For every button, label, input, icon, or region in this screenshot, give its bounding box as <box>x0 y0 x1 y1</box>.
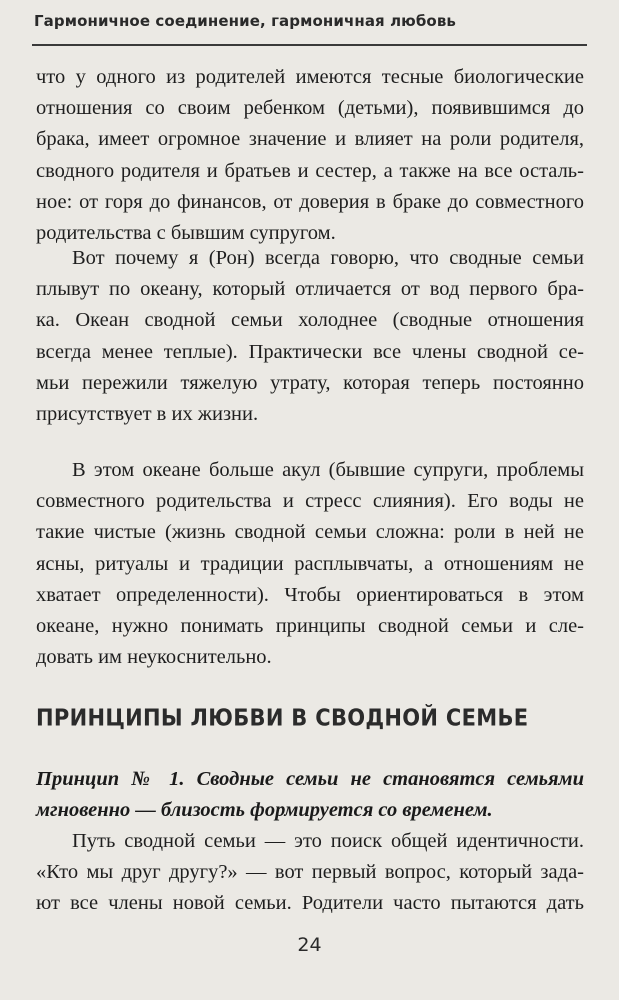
text-line: Вот почему я (Рон) всегда говорю, что сводные семьи <box>72 247 584 269</box>
paragraph-2 <box>36 243 584 430</box>
text-line: «Кто мы друг другу?» — вот первый вопрос, который зада- <box>36 861 584 884</box>
paragraph-3 <box>36 455 584 673</box>
text-line: брака, имеет огромное значение и влияет на роли родителя, <box>36 128 584 151</box>
text-line: ка. Океан сводной семьи холоднее (сводные отношения <box>36 309 584 332</box>
text-line: родительства с бывшим супругом. <box>36 222 336 245</box>
text-line: Принцип № 1. Сводные семьи не становятся семьями <box>36 768 584 790</box>
text-line: океане, нужно понимать принципы сводной семьи и сле- <box>36 615 584 638</box>
header-rule <box>32 44 587 46</box>
text-line: мьи пережили тяжелую утрату, которая теперь постоянно <box>36 371 584 394</box>
principle-statement <box>36 764 584 826</box>
text-line: мгновенно — близость формируется со временем. <box>36 799 493 822</box>
running-header: Гармоничное соединение, гармоничная любовь <box>34 12 457 30</box>
text-line: Путь сводной семьи — это поиск общей идентичности. <box>72 830 584 852</box>
page-number: 24 <box>297 934 322 956</box>
section-heading: ПРИНЦИПЫ ЛЮБВИ В СВОДНОЙ СЕМЬЕ <box>36 704 529 731</box>
text-line: сводного родителя и братьев и сестер, а также на все осталь- <box>36 159 584 182</box>
text-line: совместного родительства и стресс слияния). Его воды не <box>36 490 584 513</box>
text-line: ное: от горя до финансов, от доверия в браке до совместного <box>36 190 584 213</box>
text-line: хватает определенности). Чтобы ориентироваться в этом <box>36 583 584 606</box>
text-line: такие чистые (жизнь сводной семьи сложна: роли в ней не <box>36 521 584 544</box>
text-line: В этом океане больше акул (бывшие супруги, проблемы <box>72 459 584 481</box>
text-line: присутствует в их жизни. <box>36 403 259 426</box>
text-line: плывут по океану, который отличается от вод первого бра- <box>36 278 584 301</box>
paragraph-1 <box>36 62 584 249</box>
text-line: ют все члены новой семьи. Родители часто пытаются дать <box>36 892 584 915</box>
text-line: довать им неукоснительно. <box>36 646 272 669</box>
text-line: всегда менее теплые). Практически все члены сводной се- <box>36 340 584 363</box>
text-line: отношения со своим ребенком (детьми), появившимся до <box>36 97 584 120</box>
text-line: ясны, ритуалы и традиции расплывчаты, а отношениям не <box>36 552 584 575</box>
text-line: что у одного из родителей имеются тесные биологические <box>36 66 584 88</box>
paragraph-4 <box>36 826 584 920</box>
